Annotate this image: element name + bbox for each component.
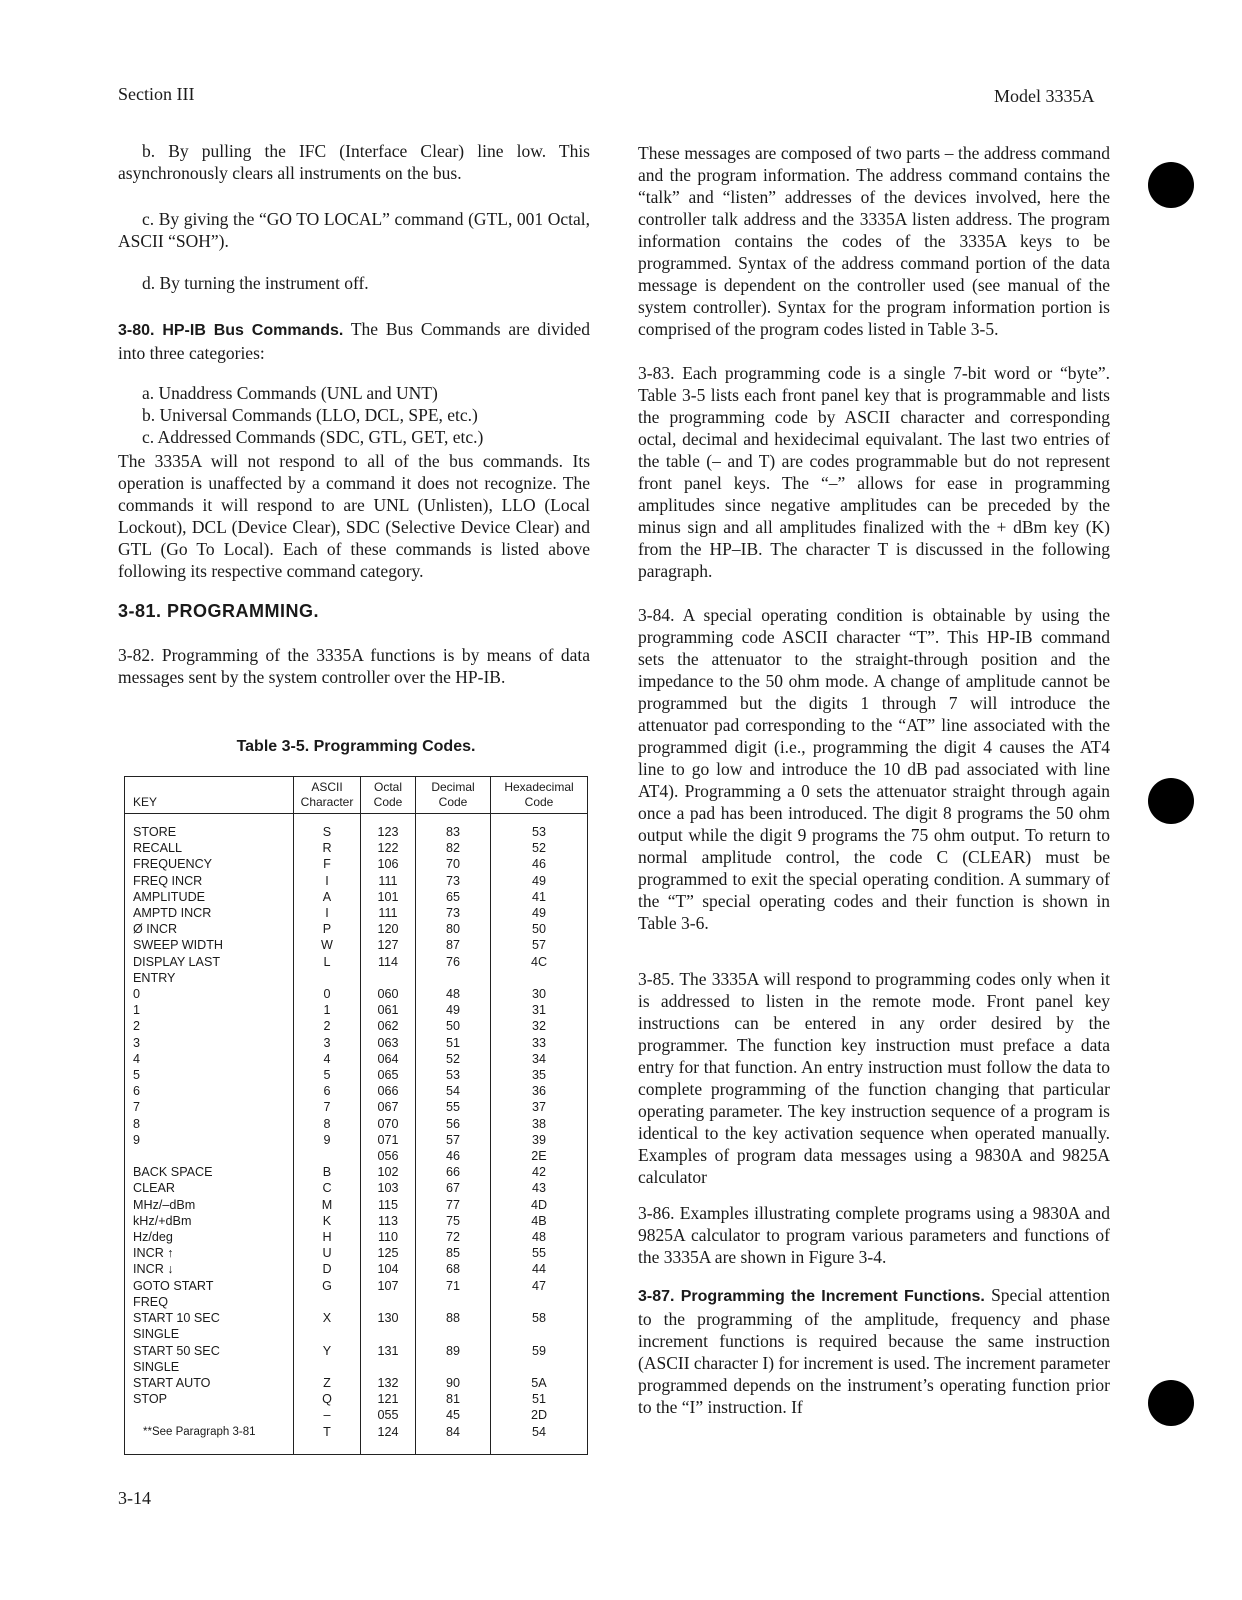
cell-octal: 104 (361, 1261, 416, 1277)
cell-octal: 063 (361, 1035, 416, 1051)
cell-key: STOP (125, 1391, 294, 1407)
cell-octal: 111 (361, 905, 416, 921)
cell-key (125, 1407, 294, 1423)
cell-decimal: 88 (416, 1310, 491, 1326)
paragraph-d: d. By turning the instrument off. (142, 273, 369, 293)
cell-key: SINGLE (125, 1359, 294, 1375)
cell-decimal: 66 (416, 1164, 491, 1180)
cell-hex: 57 (491, 937, 588, 953)
cell-ascii: H (294, 1229, 361, 1245)
paragraph-3-83: 3-83. Each programming code is a single 7-bit word or “byte”. Table 3-5 lists each front panel key that is programmable and lists the programming code by ASCII character and corresponding octal, decimal and hexidecimal equivalant. The last two entries of the table (– and T) are codes programmable but do not represent front panel keys. The “–” allows for ease in programming amplitudes since negative amplitudes can be preceded by the minus sign and all amplitudes finalized with the + dBm key (K) from the HP–IB. The character T is discussed in the following paragraph. (638, 363, 1110, 581)
table-row (125, 1116, 588, 1132)
cell-hex: 53 (491, 814, 588, 841)
cell-ascii: W (294, 937, 361, 953)
paragraph-3-84: 3-84. A special operating condition is obtainable by using the programming code ASCII character “T”. This HP-IB command sets the attenuator to the straight-through position and the impedance to the 50 ohm mode. A change of amplitude cannot be programmed but the digits 1 through 7 will introduce the attenuator pad corresponding to the “AT” line associated with the programmed digit (i.e., programming the digit 4 causes the AT4 line to go low and introduce the 10 dB pad associated with line AT4). Programming a 0 sets the attenuator straight through again once a pad has been introduced. The digit 8 programs the 50 ohm output while the digit 9 programs the 75 ohm output. To return to normal amplitude control, the code C (CLEAR) must be programmed to exit the special operating condition. A summary of the “T” special operating codes and their function is shown in Table 3-6. (638, 605, 1110, 933)
table-row (125, 1099, 588, 1115)
cell-hex: 58 (491, 1310, 588, 1326)
col-header-hex: Hexadecimal Code (491, 777, 588, 814)
table-caption: Table 3-5. Programming Codes. (236, 738, 476, 755)
cell-octal: 111 (361, 873, 416, 889)
cell-decimal: 46 (416, 1148, 491, 1164)
cell-hex: 51 (491, 1391, 588, 1407)
cell-hex (491, 970, 588, 986)
table-row (125, 970, 588, 986)
cell-hex: 42 (491, 1164, 588, 1180)
cell-hex: 55 (491, 1245, 588, 1261)
cell-hex: 38 (491, 1116, 588, 1132)
section-label: Section III (118, 84, 195, 104)
cell-key: 7 (125, 1099, 294, 1115)
paragraph-c: c. By giving the “GO TO LOCAL” command (GTL, 001 Octal, ASCII “SOH”). (118, 209, 590, 251)
punch-hole-top (1148, 162, 1194, 208)
cell-octal: 125 (361, 1245, 416, 1261)
cell-decimal (416, 1326, 491, 1342)
right-column (638, 142, 1110, 1432)
table-row (125, 1229, 588, 1245)
cell-key: INCR ↑ (125, 1245, 294, 1261)
cell-decimal: 87 (416, 937, 491, 953)
table-row (125, 1018, 588, 1034)
cell-key: MHz/–dBm (125, 1197, 294, 1213)
table-row (125, 1407, 588, 1423)
paragraph-3-87-heading: 3-87. Programming the Increment Functions. (638, 1288, 985, 1305)
cell-key: DISPLAY LAST (125, 954, 294, 970)
cell-decimal: 82 (416, 840, 491, 856)
cell-ascii: 1 (294, 1002, 361, 1018)
cell-key: Hz/deg (125, 1229, 294, 1245)
cell-hex: 2D (491, 1407, 588, 1423)
cell-ascii: Y (294, 1343, 361, 1359)
cell-key: FREQUENCY (125, 856, 294, 872)
cell-ascii: I (294, 905, 361, 921)
table-row (125, 954, 588, 970)
cell-hex: 5A (491, 1375, 588, 1391)
category-b: b. Universal Commands (LLO, DCL, SPE, etc.) (142, 405, 478, 425)
table-row (125, 1067, 588, 1083)
cell-key: Ø INCR (125, 921, 294, 937)
table-row (125, 1261, 588, 1277)
cell-ascii: Z (294, 1375, 361, 1391)
cell-hex (491, 1326, 588, 1342)
cell-ascii: Q (294, 1391, 361, 1407)
cell-octal: 120 (361, 921, 416, 937)
cell-key: GOTO START (125, 1278, 294, 1294)
cell-ascii: U (294, 1245, 361, 1261)
paragraph-3-80-heading: 3-80. HP-IB Bus Commands. (118, 322, 344, 339)
cell-decimal: 72 (416, 1229, 491, 1245)
cell-ascii: X (294, 1310, 361, 1326)
cell-octal: 110 (361, 1229, 416, 1245)
cell-ascii: M (294, 1197, 361, 1213)
cell-hex: 35 (491, 1067, 588, 1083)
table-row (125, 1197, 588, 1213)
table-row (125, 1326, 588, 1342)
cell-key: SINGLE (125, 1326, 294, 1342)
cell-octal: 122 (361, 840, 416, 856)
cell-decimal: 52 (416, 1051, 491, 1067)
paragraph-3-86: 3-86. Examples illustrating complete programs using a 9830A and 9825A calculator to program various parameters and functions of the 3335A are shown in Figure 3-4. (638, 1203, 1110, 1267)
cell-octal: 061 (361, 1002, 416, 1018)
cell-octal (361, 1326, 416, 1342)
page-number: 3-14 (118, 1488, 151, 1508)
table-row (125, 921, 588, 937)
table-row (125, 1245, 588, 1261)
cell-octal: 065 (361, 1067, 416, 1083)
paragraph-3-80 (118, 318, 590, 364)
cell-key: START AUTO (125, 1375, 294, 1391)
cell-octal: 103 (361, 1180, 416, 1196)
cell-hex: 54 (491, 1424, 588, 1455)
cell-ascii (294, 1326, 361, 1342)
cell-decimal: 90 (416, 1375, 491, 1391)
cell-hex: 39 (491, 1132, 588, 1148)
paragraph-3-87-text: Special attention to the programming of the amplitude, frequency and phase increment functions is required because the same instruction (ASCII character I) for increment is used. The increment parameter programmed depends on the instrument’s operating function prior to the “I” instruction. If (638, 1285, 1110, 1417)
table-row (125, 1294, 588, 1310)
cell-key: 9 (125, 1132, 294, 1148)
cell-decimal: 73 (416, 873, 491, 889)
cell-ascii: R (294, 840, 361, 856)
col-header-key: KEY (125, 777, 294, 814)
left-column (118, 140, 590, 702)
col-header-octal: Octal Code (361, 777, 416, 814)
cell-key: CLEAR (125, 1180, 294, 1196)
cell-ascii: F (294, 856, 361, 872)
cell-key: FREQ INCR (125, 873, 294, 889)
cell-octal: 070 (361, 1116, 416, 1132)
cell-octal (361, 970, 416, 986)
cell-key: AMPTD INCR (125, 905, 294, 921)
cell-ascii: I (294, 873, 361, 889)
cell-key (125, 1148, 294, 1164)
cell-decimal: 70 (416, 856, 491, 872)
table-row (125, 1035, 588, 1051)
cell-ascii: 0 (294, 986, 361, 1002)
cell-octal: 062 (361, 1018, 416, 1034)
cell-octal: 124 (361, 1424, 416, 1455)
cell-octal: 056 (361, 1148, 416, 1164)
cell-ascii: T (294, 1424, 361, 1455)
cell-octal: 071 (361, 1132, 416, 1148)
table-row (125, 1180, 588, 1196)
cell-hex: 31 (491, 1002, 588, 1018)
cell-hex: 37 (491, 1099, 588, 1115)
category-c: c. Addressed Commands (SDC, GTL, GET, etc.) (142, 427, 484, 447)
cell-hex: 32 (491, 1018, 588, 1034)
cell-octal: 132 (361, 1375, 416, 1391)
cell-key: SWEEP WIDTH (125, 937, 294, 953)
model-label: Model 3335A (994, 86, 1095, 106)
cell-ascii: A (294, 889, 361, 905)
cell-hex (491, 1294, 588, 1310)
table-row (125, 1051, 588, 1067)
cell-octal: 107 (361, 1278, 416, 1294)
cell-decimal: 50 (416, 1018, 491, 1034)
paragraph-3-80-text: The Bus Commands are divided into three categories: (118, 319, 591, 363)
cell-decimal: 85 (416, 1245, 491, 1261)
cell-ascii: 6 (294, 1083, 361, 1099)
cell-octal: 115 (361, 1197, 416, 1213)
punch-hole-middle (1148, 778, 1194, 824)
cell-octal: 123 (361, 814, 416, 841)
cell-ascii: L (294, 954, 361, 970)
table-row (125, 856, 588, 872)
paragraph-3-85: 3-85. The 3335A will respond to programming codes only when it is addressed to listen in the remote mode. Front panel key instructions can be entered in any order desired by the programmer. The function key instruction must preface a data entry for that function. An entry instruction must follow the data to complete programming of the function changing that particular operating parameter. The key instruction sequence of a program is identical to the key activation sequence when operated manually. Examples of program data messages using a 9830A and 9825A calculator (638, 969, 1110, 1187)
cell-octal: 055 (361, 1407, 416, 1423)
cell-decimal: 76 (416, 954, 491, 970)
cell-ascii: B (294, 1164, 361, 1180)
cell-key: INCR ↓ (125, 1261, 294, 1277)
cell-key: 1 (125, 1002, 294, 1018)
cell-hex: 46 (491, 856, 588, 872)
cell-key: 6 (125, 1083, 294, 1099)
cell-ascii: C (294, 1180, 361, 1196)
paragraph-3-82: 3-82. Programming of the 3335A functions is by means of data messages sent by the system controller over the HP-IB. (118, 645, 590, 687)
cell-decimal: 49 (416, 1002, 491, 1018)
table-row (125, 986, 588, 1002)
table-row (125, 937, 588, 953)
cell-hex: 4D (491, 1197, 588, 1213)
cell-hex: 59 (491, 1343, 588, 1359)
table-row (125, 1213, 588, 1229)
table-row (125, 1278, 588, 1294)
table-header-row (125, 777, 588, 814)
cell-octal: 121 (361, 1391, 416, 1407)
cell-decimal: 77 (416, 1197, 491, 1213)
cell-ascii: 8 (294, 1116, 361, 1132)
cell-hex: 48 (491, 1229, 588, 1245)
cell-key: BACK SPACE (125, 1164, 294, 1180)
col-header-decimal: Decimal Code (416, 777, 491, 814)
cell-hex: 50 (491, 921, 588, 937)
cell-key: ENTRY (125, 970, 294, 986)
cell-decimal: 56 (416, 1116, 491, 1132)
cell-key: 4 (125, 1051, 294, 1067)
cell-decimal: 45 (416, 1407, 491, 1423)
cell-decimal: 81 (416, 1391, 491, 1407)
cell-ascii: 3 (294, 1035, 361, 1051)
cell-octal: 066 (361, 1083, 416, 1099)
cell-ascii: G (294, 1278, 361, 1294)
cell-key: FREQ (125, 1294, 294, 1310)
cell-ascii (294, 1148, 361, 1164)
cell-decimal: 48 (416, 986, 491, 1002)
cell-hex: 34 (491, 1051, 588, 1067)
cell-hex: 44 (491, 1261, 588, 1277)
cell-ascii: 4 (294, 1051, 361, 1067)
cell-ascii: P (294, 921, 361, 937)
cell-hex: 33 (491, 1035, 588, 1051)
cell-decimal: 89 (416, 1343, 491, 1359)
cell-octal: 113 (361, 1213, 416, 1229)
section-heading-programming: 3-81. PROGRAMMING. (118, 601, 320, 621)
cell-octal: 114 (361, 954, 416, 970)
cell-decimal: 53 (416, 1067, 491, 1083)
cell-ascii (294, 1359, 361, 1375)
cell-decimal: 54 (416, 1083, 491, 1099)
table-row (125, 905, 588, 921)
cell-hex: 49 (491, 873, 588, 889)
cell-decimal (416, 970, 491, 986)
cell-hex: 30 (491, 986, 588, 1002)
cell-ascii (294, 1294, 361, 1310)
table-row (125, 889, 588, 905)
cell-hex: 52 (491, 840, 588, 856)
paragraph-bus-commands: The 3335A will not respond to all of the bus commands. Its operation is unaffected by a command it does not recognize. The commands it will respond to are UNL (Unlisten), LLO (Local Lockout), DCL (Device Clear), SDC (Selective Device Clear) and GTL (Go To Local). Each of these commands is listed above following its respective command category. (118, 451, 590, 581)
cell-ascii: 7 (294, 1099, 361, 1115)
table-row (125, 1359, 588, 1375)
cell-octal: 131 (361, 1343, 416, 1359)
table-row (125, 1132, 588, 1148)
cell-decimal: 57 (416, 1132, 491, 1148)
cell-decimal: 73 (416, 905, 491, 921)
table-row (125, 1148, 588, 1164)
cell-decimal: 75 (416, 1213, 491, 1229)
cell-decimal: 84 (416, 1424, 491, 1455)
cell-hex: 43 (491, 1180, 588, 1196)
cell-octal: 130 (361, 1310, 416, 1326)
cell-octal: 127 (361, 937, 416, 953)
cell-hex: 4B (491, 1213, 588, 1229)
cell-decimal (416, 1294, 491, 1310)
programming-codes-table (124, 776, 588, 1455)
cell-key: 2 (125, 1018, 294, 1034)
cell-key: RECALL (125, 840, 294, 856)
cell-key: **See Paragraph 3-81 (125, 1424, 294, 1455)
cell-octal: 067 (361, 1099, 416, 1115)
table-body (125, 814, 588, 1455)
table-row (125, 1164, 588, 1180)
cell-hex: 41 (491, 889, 588, 905)
cell-decimal: 67 (416, 1180, 491, 1196)
cell-decimal: 83 (416, 814, 491, 841)
cell-ascii: D (294, 1261, 361, 1277)
cell-octal: 102 (361, 1164, 416, 1180)
cell-key: 8 (125, 1116, 294, 1132)
cell-ascii: S (294, 814, 361, 841)
table-row (125, 840, 588, 856)
cell-key: 5 (125, 1067, 294, 1083)
cell-ascii: K (294, 1213, 361, 1229)
table-row (125, 1391, 588, 1407)
table-row (125, 1083, 588, 1099)
cell-decimal: 71 (416, 1278, 491, 1294)
cell-decimal: 68 (416, 1261, 491, 1277)
cell-key: 0 (125, 986, 294, 1002)
cell-key: START 50 SEC (125, 1343, 294, 1359)
cell-octal (361, 1359, 416, 1375)
cell-decimal (416, 1359, 491, 1375)
cell-key: START 10 SEC (125, 1310, 294, 1326)
category-a: a. Unaddress Commands (UNL and UNT) (142, 383, 438, 403)
table-row (125, 1343, 588, 1359)
cell-decimal: 80 (416, 921, 491, 937)
cell-hex (491, 1359, 588, 1375)
cell-decimal: 65 (416, 889, 491, 905)
table-row (125, 1424, 588, 1455)
cell-octal: 101 (361, 889, 416, 905)
cell-key: 3 (125, 1035, 294, 1051)
cell-ascii (294, 970, 361, 986)
cell-key: kHz/+dBm (125, 1213, 294, 1229)
cell-octal: 064 (361, 1051, 416, 1067)
cell-ascii: – (294, 1407, 361, 1423)
paragraph-messages: These messages are composed of two parts – the address command and the program information. The address command contains the “talk” and “listen” addresses of the devices involved, here the controller talk address and the 3335A listen address. The program information contains the codes of the 3335A keys to be programmed. Syntax of the address command portion of the data message is dependent on the controller used (see manual of the system controller). Syntax for the program information portion is comprised of the program codes listed in Table 3-5. (638, 143, 1110, 339)
cell-octal: 106 (361, 856, 416, 872)
cell-ascii: 9 (294, 1132, 361, 1148)
cell-decimal: 55 (416, 1099, 491, 1115)
table-row (125, 1002, 588, 1018)
table-row (125, 1310, 588, 1326)
table-row (125, 873, 588, 889)
cell-hex: 49 (491, 905, 588, 921)
punch-hole-bottom (1148, 1380, 1194, 1426)
cell-hex: 4C (491, 954, 588, 970)
command-categories (118, 382, 590, 448)
paragraph-3-87 (638, 1284, 1110, 1418)
col-header-ascii: ASCII Character (294, 777, 361, 814)
cell-hex: 36 (491, 1083, 588, 1099)
cell-key: AMPLITUDE (125, 889, 294, 905)
cell-hex: 2E (491, 1148, 588, 1164)
cell-octal (361, 1294, 416, 1310)
cell-key: STORE (125, 814, 294, 841)
cell-ascii: 2 (294, 1018, 361, 1034)
cell-ascii: 5 (294, 1067, 361, 1083)
cell-decimal: 51 (416, 1035, 491, 1051)
cell-hex: 47 (491, 1278, 588, 1294)
paragraph-b: b. By pulling the IFC (Interface Clear) line low. This asynchronously clears all instruments on the bus. (118, 141, 590, 183)
table-row (125, 1375, 588, 1391)
cell-octal: 060 (361, 986, 416, 1002)
table-row (125, 814, 588, 841)
